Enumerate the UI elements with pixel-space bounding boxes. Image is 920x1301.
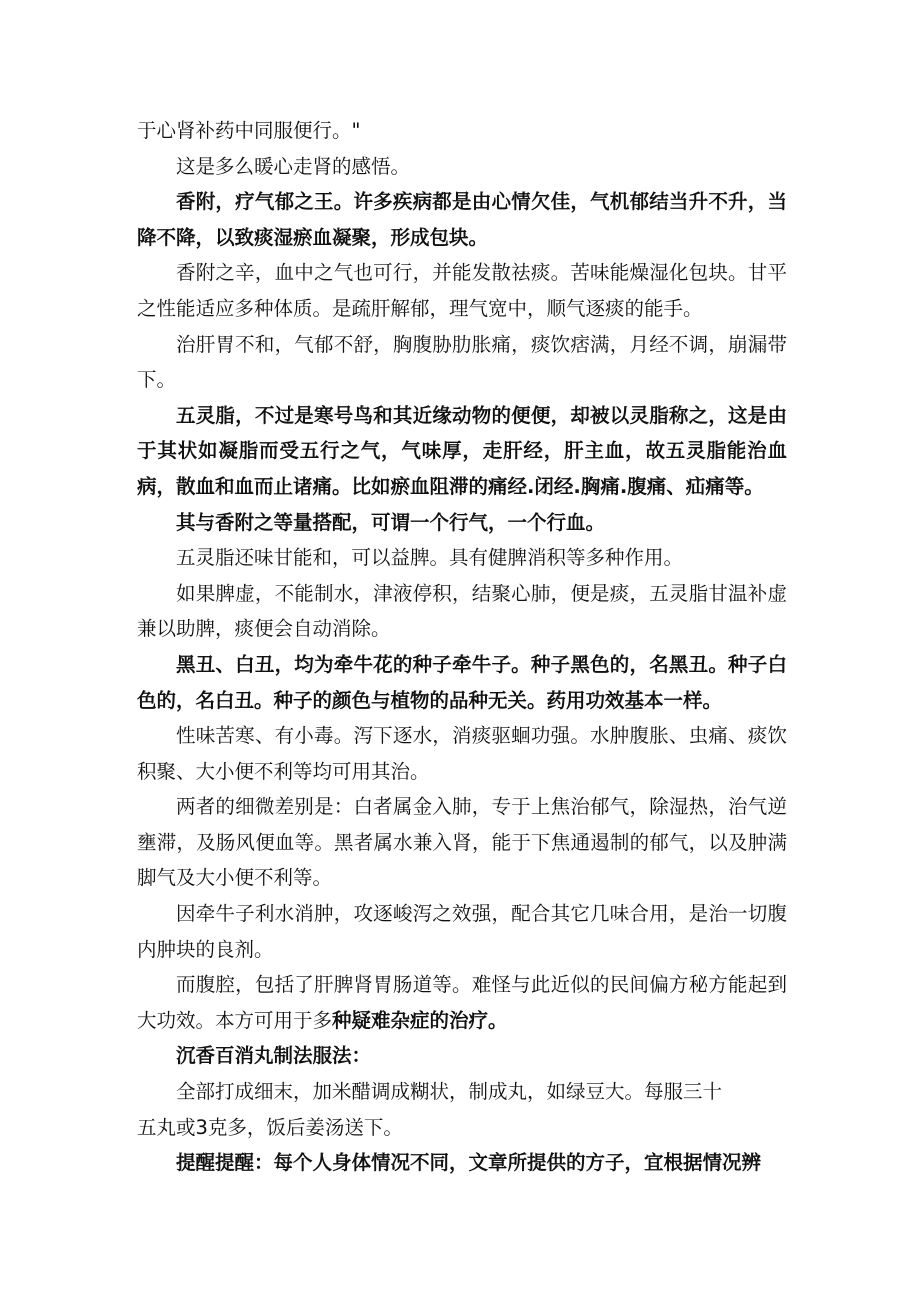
abdominal-text-bold: 种疑难杂症的治疗。 [332, 1008, 508, 1032]
paragraph-heartfelt: 这是多么暖心走肾的感悟。 [176, 154, 411, 178]
paragraph-qianniuzi-nature: 性味苦寒、有小毒。泻下逐水，消痰驱蛔功强。水肿腹胀、虫痛、痰饮积聚、大小便不利等均可用其治。 [137, 724, 787, 783]
paragraph-continuation: 于心肾补药中同服便行。" [137, 119, 361, 142]
paragraph-difference: 两者的细微差别是：白者属金入肺，专于上焦治郁气，除湿热，治气逆壅滞，及肠风便血等。黑者属水兼入肾，能于下焦通遏制的郁气，以及肿满脚气及大小便不利等。 [137, 795, 787, 890]
abdominal-text-normal: 而腹腔，包括了肝脾肾胃肠道等。难怪与此近似的民间偏方秘方能起到大功效。本方可用于多 [137, 973, 787, 1032]
paragraph-wulingzhi-title: 五灵脂，不过是寒号鸟和其近缘动物的便便，却被以灵脂称之，这是由于其状如凝脂而受五行之气，气味厚，走肝经，肝主血，故五灵脂能治血病，散血和血而止诸痛。比如瘀血阻滞的痛经.闭经.胸痛.腹痛、疝痛等。 [137, 403, 787, 498]
paragraph-xiangfu-indications: 治肝胃不和，气郁不舒，胸腹胁肋胀痛，痰饮痞满，月经不调，崩漏带下。 [137, 332, 787, 392]
paragraph-spleen-deficiency: 如果脾虚，不能制水，津液停积，结聚心肺，便是痰，五灵脂甘温补虚兼以助脾，痰便会自动消除。 [137, 581, 787, 641]
paragraph-pairing: 其与香附之等量搭配，可谓一个行气，一个行血。 [176, 510, 606, 534]
paragraph-preparation-line1: 全部打成细末，加米醋调成糊状，制成丸，如绿豆大。每服三十 [176, 1080, 723, 1104]
article-body [137, 113, 787, 1181]
paragraph-xiangfu-title: 香附，疗气郁之王。许多疾病都是由心情欠佳，气机郁结当升不升，当降不降，以致痰湿瘀血凝聚，形成包块。 [137, 190, 787, 249]
paragraph-abdominal [137, 967, 787, 1038]
paragraph-qianniuzi-effect: 因牵牛子利水消肿，攻逐峻泻之效强，配合其它几味合用，是治一切腹内肿块的良剂。 [137, 902, 787, 961]
paragraph-wulingzhi-spleen: 五灵脂还味甘能和，可以益脾。具有健脾消积等多种作用。 [176, 546, 684, 570]
paragraph-xiangfu-nature: 香附之辛，血中之气也可行，并能发散祛痰。苦味能燥湿化包块。甘平之性能适应多种体质。是疏肝解郁，理气宽中，顺气逐痰的能手。 [137, 261, 787, 320]
paragraph-preparation-line2: 五丸或3克多，饭后姜汤送下。 [137, 1115, 403, 1139]
paragraph-qianniuzi-title: 黑丑、白丑，均为牵牛花的种子牵牛子。种子黑色的，名黑丑。种子白色的，名白丑。种子的颜色与植物的品种无关。药用功效基本一样。 [137, 652, 787, 712]
paragraph-reminder: 提醒提醒：每个人身体情况不同，文章所提供的方子，宜根据情况辨 [176, 1151, 762, 1175]
paragraph-preparation-title: 沉香百消丸制法服法： [176, 1044, 372, 1068]
